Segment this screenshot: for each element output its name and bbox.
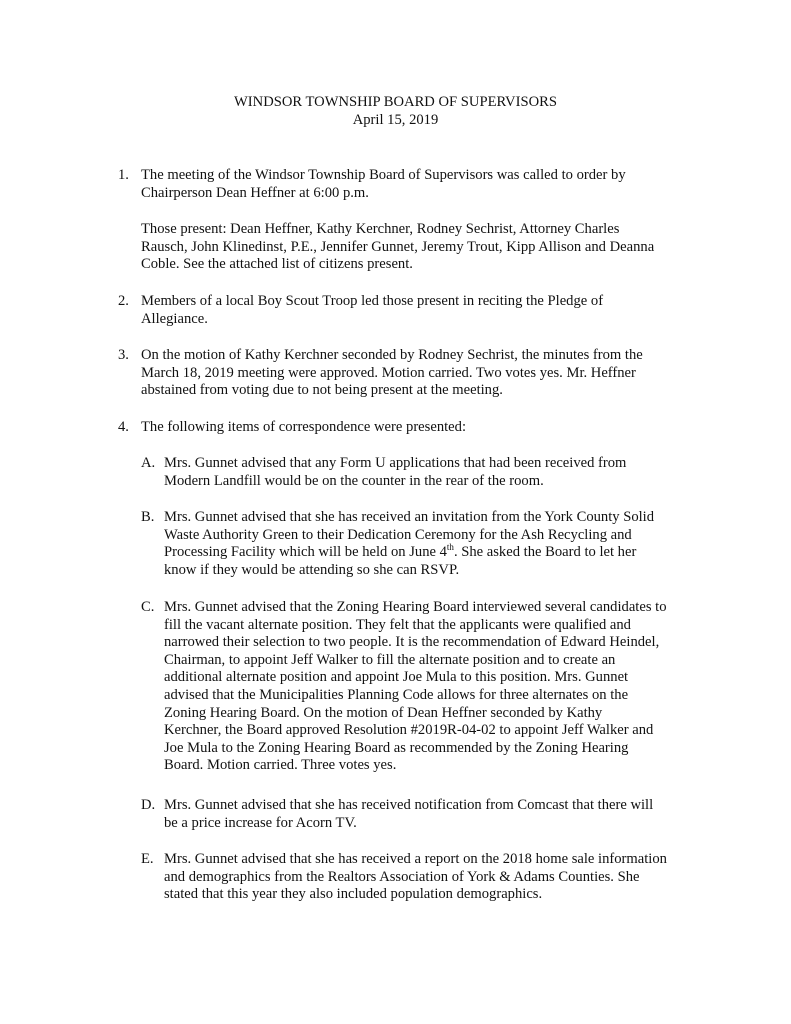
subitem-c-line-5: additional alternate position and appoint Joe Mula to this position. Mrs. Gunnet [164, 669, 629, 686]
subitem-e-line-3: stated that this year they also included population demographics. [164, 886, 543, 903]
subitem-b-line-2: Waste Authority Green to their Dedication Ceremony for the Ash Recycling and [164, 526, 632, 543]
subitem-a-line-1: Mrs. Gunnet advised that any Form U applications that had been received from [164, 455, 627, 471]
item-1-paragraph-1 [141, 167, 626, 202]
subitem-e-text [164, 851, 667, 904]
subitem-a-text [164, 455, 626, 490]
subitem-e-line-1: Mrs. Gunnet advised that she has received a report on the 2018 home sale information [164, 851, 667, 867]
subitem-e-line-2: and demographics from the Realtors Association of York & Adams Counties. She [164, 868, 640, 885]
item-3-line-2: March 18, 2019 meeting were approved. Motion carried. Two votes yes. Mr. Heffner [141, 364, 636, 381]
subitem-c-line-3: narrowed their selection to two people. It is the recommendation of Edward Heindel, [164, 634, 660, 651]
item-4-text [141, 419, 466, 437]
subitem-c-line-9: Joe Mula to the Zoning Hearing Board as recommended by the Zoning Hearing [164, 739, 629, 756]
item-1-paragraph-2 [141, 221, 654, 274]
ordinal-superscript: th [446, 542, 454, 553]
subitem-a-line-2: Modern Landfill would be on the counter in the rear of the room. [164, 472, 544, 489]
subitem-d-line-2: be a price increase for Acorn TV. [164, 814, 357, 831]
item-2-line-1: Members of a local Boy Scout Troop led those present in reciting the Pledge of [141, 293, 604, 309]
subitem-c-line-7: Zoning Hearing Board. On the motion of Dean Heffner seconded by Kathy [164, 704, 603, 721]
subitem-c-line-1: Mrs. Gunnet advised that the Zoning Hearing Board interviewed several candidates to [164, 599, 667, 615]
document-title: WINDSOR TOWNSHIP BOARD OF SUPERVISORS [234, 94, 557, 110]
subitem-d-letter: D. [141, 797, 156, 813]
subitem-c-line-8: Kerchner, the Board approved Resolution #2019R-04-02 to appoint Jeff Walker and [164, 722, 654, 739]
subitem-e-letter: E. [141, 851, 154, 867]
subitem-b-text [164, 509, 654, 579]
subitem-c-text [164, 599, 667, 775]
subitem-d-line-1: Mrs. Gunnet advised that she has received notification from Comcast that there will [164, 797, 654, 813]
item-2-text [141, 293, 603, 328]
item-1-p2-line-3: Coble. See the attached list of citizens present. [141, 256, 413, 273]
subitem-b-line-3-text: Processing Facility which will be held on June 4 [164, 544, 447, 561]
item-1-p2-line-1: Those present: Dean Heffner, Kathy Kerchner, Rodney Sechrist, Attorney Charles [141, 221, 620, 237]
subitem-c-line-10: Board. Motion carried. Three votes yes. [164, 757, 397, 774]
item-4-number: 4. [118, 419, 129, 435]
item-3-line-1: On the motion of Kathy Kerchner seconded by Rodney Sechrist, the minutes from the [141, 347, 643, 363]
subitem-b-line-4: know if they would be attending so she can RSVP. [164, 561, 460, 578]
item-2-number: 2. [118, 293, 129, 309]
item-3-number: 3. [118, 347, 129, 363]
subitem-d-text [164, 797, 653, 832]
subitem-c-line-6: advised that the Municipalities Planning Code allows for three alternates on the [164, 686, 629, 703]
item-1-p1-line-1: The meeting of the Windsor Township Board of Supervisors was called to order by [141, 167, 626, 183]
item-3-line-3: abstained from voting due to not being present at the meeting. [141, 382, 503, 399]
subitem-b-letter: B. [141, 509, 155, 525]
item-3-text [141, 347, 643, 400]
item-1-number: 1. [118, 167, 129, 183]
subitem-c-line-2: fill the vacant alternate position. They felt that the applicants were qualified and [164, 616, 631, 633]
subitem-b-line-1: Mrs. Gunnet advised that she has received an invitation from the York County Solid [164, 509, 655, 525]
item-1-p2-line-2: Rausch, John Klinedinst, P.E., Jennifer Gunnet, Jeremy Trout, Kipp Allison and Deanna [141, 238, 655, 255]
subitem-c-line-4: Chairman, to appoint Jeff Walker to fill the alternate position and to create an [164, 651, 616, 668]
meeting-date: April 15, 2019 [352, 112, 439, 128]
subitem-c-letter: C. [141, 599, 155, 615]
item-2-line-2: Allegiance. [141, 310, 208, 327]
item-4-line-1: The following items of correspondence were presented: [141, 419, 466, 435]
subitem-b-line-3-rest: . She asked the Board to let her [453, 544, 637, 561]
subitem-a-letter: A. [141, 455, 156, 471]
subitem-b-line-3 [164, 544, 654, 562]
item-1-p1-line-2: Chairperson Dean Heffner at 6:00 p.m. [141, 184, 369, 201]
